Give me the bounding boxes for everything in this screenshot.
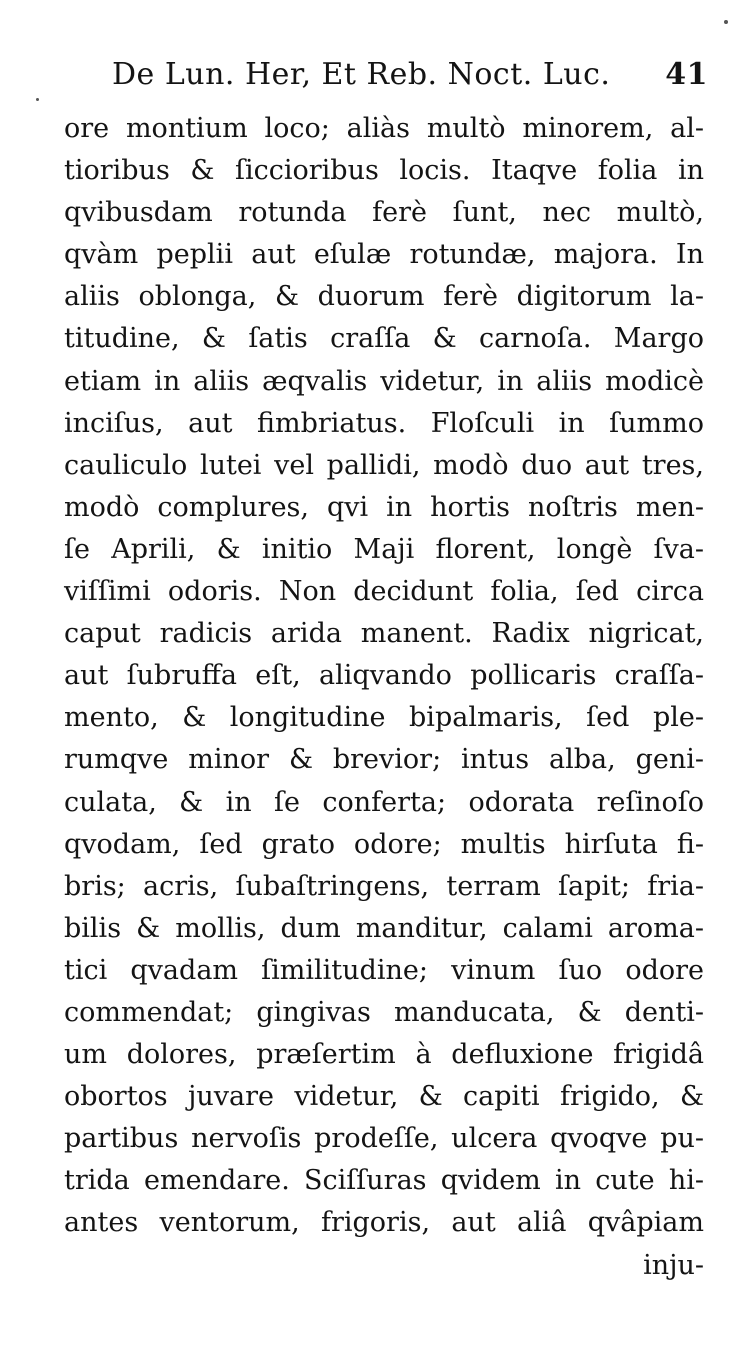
running-head: De Lun. Her, Et Reb. Noct. Luc. <box>112 57 611 92</box>
paper-speck <box>36 98 39 101</box>
text-line: titudine, & ſatis craſſa & carnoſa. Margo <box>64 323 704 355</box>
text-line: modò complures, qvi in hortis noſtris men- <box>64 491 704 523</box>
body-text <box>64 108 704 1287</box>
text-line: aut ſubruffa eſt, aliqvando pollicaris craſſa- <box>64 660 704 692</box>
page-number: 41 <box>665 57 708 92</box>
text-line: bris; acris, ſubaſtringens, terram ſapit; fria- <box>64 870 704 902</box>
text-line: bilis & mollis, dum manditur, calami aroma- <box>64 912 704 944</box>
text-line: tioribus & ſiccioribus locis. Itaqve folia in <box>64 155 704 187</box>
page-header <box>112 52 708 98</box>
text-line: qvàm peplii aut eſulæ rotundæ, majora. In <box>64 239 704 271</box>
text-line: inciſus, aut fimbriatus. Floſculi in ſummo <box>64 407 704 439</box>
text-line: qvodam, ſed grato odore; multis hirſuta fi- <box>64 828 704 860</box>
text-line: aliis oblonga, & duorum ferè digitorum la- <box>64 281 704 313</box>
text-line: etiam in aliis æqvalis videtur, in aliis modicè <box>64 365 704 397</box>
paper-speck <box>724 20 728 24</box>
text-line: rumqve minor & brevior; intus alba, geni- <box>64 744 704 776</box>
text-line: tici qvadam ſimilitudine; vinum ſuo odore <box>64 954 704 986</box>
text-line: trida emendare. Sciſſuras qvidem in cute hi- <box>64 1165 704 1197</box>
catchword: inju- <box>643 1249 704 1281</box>
text-line: viſſimi odoris. Non decidunt folia, ſed circa <box>64 576 704 608</box>
text-line: caput radicis arida manent. Radix nigricat, <box>64 618 704 650</box>
text-line: antes ventorum, frigoris, aut aliâ qvâpiam <box>64 1207 704 1239</box>
text-line: qvibusdam rotunda ferè ſunt, nec multò, <box>64 197 704 229</box>
text-line: ore montium loco; aliàs multò minorem, al- <box>64 113 704 144</box>
text-line: culata, & in ſe conferta; odorata reſinoſo <box>64 786 704 818</box>
text-line: commendat; gingivas manducata, & denti- <box>64 996 704 1028</box>
text-line: obortos juvare videtur, & capiti frigido, & <box>64 1081 704 1113</box>
text-line: partibus nervoſis prodeſſe, ulcera qvoqve pu- <box>64 1123 704 1155</box>
text-line: ſe Aprili, & initio Maji florent, longè ſva- <box>64 533 704 565</box>
text-line: mento, & longitudine bipalmaris, ſed ple- <box>64 702 704 734</box>
text-line: um dolores, præſertim à defluxione frigidâ <box>64 1039 704 1071</box>
text-line: cauliculo lutei vel pallidi, modò duo aut tres, <box>64 449 704 481</box>
